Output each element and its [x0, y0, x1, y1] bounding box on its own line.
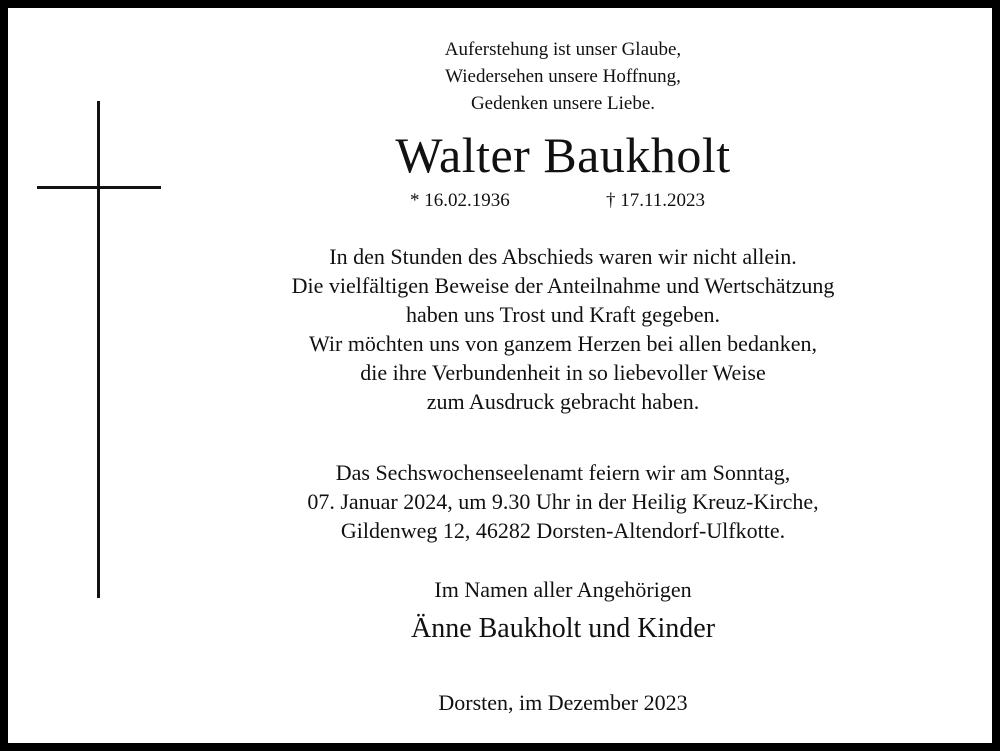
- thanks-line: In den Stunden des Abschieds waren wir nicht allein.: [329, 244, 797, 269]
- service-line: Das Sechswochenseelenamt feiern wir am Sonntag,: [335, 460, 791, 485]
- motto-verse: [0, 36, 1000, 117]
- motto-line: Gedenken unsere Liebe.: [470, 93, 656, 114]
- motto-line: Wiedersehen unsere Hoffnung,: [445, 66, 681, 87]
- birth-date: * 16.02.1936: [410, 190, 510, 211]
- deceased-name: Walter Baukholt: [395, 127, 731, 183]
- thanks-line: zum Ausdruck gebracht haben.: [426, 389, 700, 414]
- place-and-date: Dorsten, im Dezember 2023: [438, 690, 688, 715]
- service-line: 07. Januar 2024, um 9.30 Uhr in der Heilig Kreuz-Kirche,: [307, 489, 819, 514]
- motto-line: Auferstehung ist unser Glaube,: [444, 39, 682, 60]
- thanks-line: haben uns Trost und Kraft gegeben.: [405, 302, 721, 327]
- thanks-line: Wir möchten uns von ganzem Herzen bei allen bedanken,: [309, 331, 817, 356]
- thanks-line: Die vielfältigen Beweise der Anteilnahme und Wertschätzung: [291, 273, 835, 298]
- service-line: Gildenweg 12, 46282 Dorsten-Altendorf-Ulfkotte.: [340, 518, 786, 543]
- death-date: † 17.11.2023: [606, 190, 706, 211]
- thanks-paragraph: [0, 242, 1000, 416]
- thanks-line: die ihre Verbundenheit in so liebevoller Weise: [360, 360, 766, 385]
- service-announcement: [0, 458, 1000, 545]
- signature-intro: Im Namen aller Angehörigen: [434, 577, 692, 602]
- cross-horizontal-bar: [37, 186, 161, 189]
- family-signature: Änne Baukholt und Kinder: [410, 613, 716, 644]
